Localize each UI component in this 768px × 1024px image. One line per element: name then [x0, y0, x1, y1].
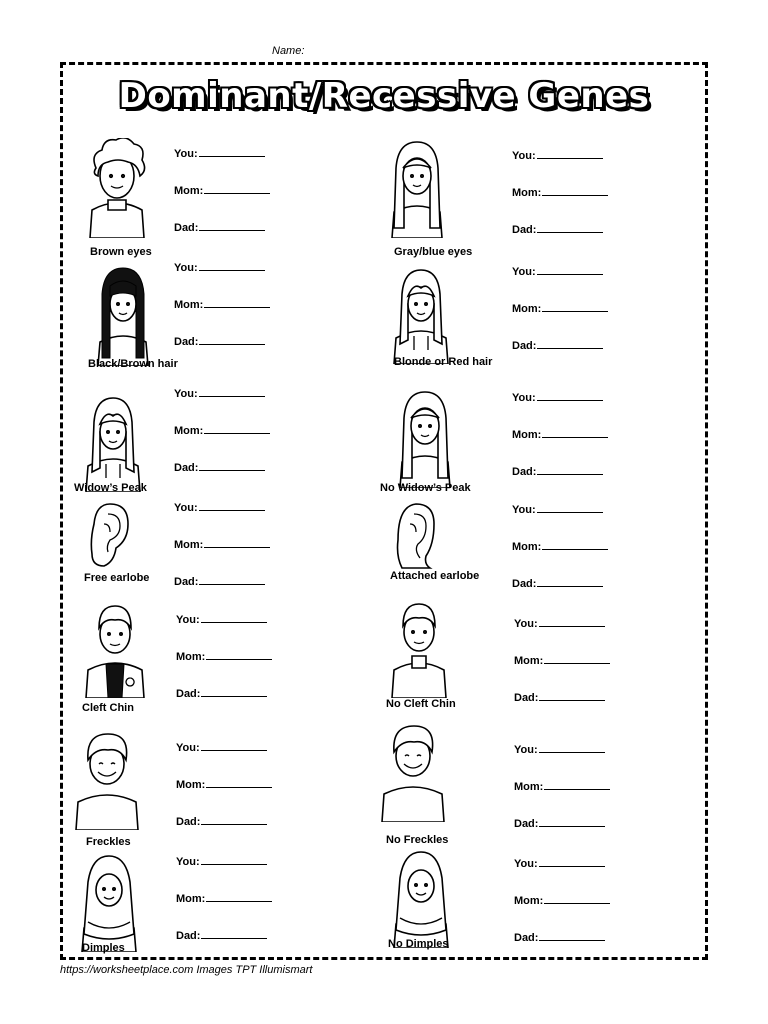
mom-answer-line[interactable] — [206, 891, 272, 902]
mom-field[interactable] — [176, 777, 272, 791]
you-answer-line[interactable] — [539, 616, 605, 627]
mom-label: Mom: — [176, 893, 206, 905]
you-label: You: — [174, 388, 198, 400]
you-label: You: — [512, 392, 536, 404]
you-answer-line[interactable] — [539, 856, 605, 867]
you-answer-line[interactable] — [537, 502, 603, 513]
dad-label: Dad: — [514, 932, 539, 944]
mom-answer-line[interactable] — [542, 539, 608, 550]
mom-answer-line[interactable] — [204, 537, 270, 548]
mom-field[interactable] — [174, 297, 270, 311]
name-label: Name: — [272, 45, 305, 57]
page-title: Dominant/Recessive Genes — [118, 76, 650, 116]
dad-field[interactable] — [512, 576, 603, 590]
mom-answer-line[interactable] — [204, 297, 270, 308]
you-label: You: — [514, 744, 538, 756]
you-label: You: — [176, 742, 200, 754]
dad-label: Dad: — [514, 692, 539, 704]
mom-field[interactable] — [514, 653, 610, 667]
footer-credit: https://worksheetplace.com Images TPT Illumismart — [60, 964, 313, 976]
dad-field[interactable] — [174, 574, 265, 588]
mom-answer-line[interactable] — [544, 779, 610, 790]
mom-field[interactable] — [512, 539, 608, 553]
long-hair-girl-icon — [384, 138, 450, 243]
trait-label: Brown eyes — [90, 246, 152, 258]
dad-answer-line[interactable] — [199, 334, 265, 345]
trait-brown-eyes — [84, 138, 384, 258]
mom-label: Mom: — [174, 299, 204, 311]
jacket-boy-icon — [82, 598, 148, 703]
dad-answer-line[interactable] — [537, 338, 603, 349]
mom-field[interactable] — [174, 183, 270, 197]
trait-no-widow-s-peak — [380, 388, 692, 508]
mom-label: Mom: — [174, 425, 204, 437]
mom-answer-line[interactable] — [544, 653, 610, 664]
trait-no-freckles — [378, 722, 678, 846]
dad-answer-line[interactable] — [201, 928, 267, 939]
dad-label: Dad: — [176, 688, 201, 700]
dad-field[interactable] — [514, 930, 605, 944]
mom-label: Mom: — [514, 895, 544, 907]
mom-label: Mom: — [512, 187, 542, 199]
smiling-boy-icon — [378, 722, 448, 827]
dad-label: Dad: — [512, 224, 537, 236]
trait-label: Black/Brown hair — [88, 358, 178, 370]
you-field[interactable] — [512, 502, 603, 516]
dad-label: Dad: — [512, 578, 537, 590]
dad-answer-line[interactable] — [201, 686, 267, 697]
trait-label: Widow’s Peak — [74, 482, 147, 494]
you-label: You: — [174, 148, 198, 160]
trait-label: Gray/blue eyes — [394, 246, 473, 258]
you-answer-line[interactable] — [201, 740, 267, 751]
trait-label: Attached earlobe — [390, 570, 480, 582]
mom-answer-line[interactable] — [204, 423, 270, 434]
mom-label: Mom: — [176, 651, 206, 663]
mom-field[interactable] — [174, 423, 270, 437]
mom-answer-line[interactable] — [204, 183, 270, 194]
trait-cleft-chin — [82, 598, 382, 718]
dad-label: Dad: — [174, 462, 199, 474]
mom-field[interactable] — [512, 301, 608, 315]
dad-answer-line[interactable] — [199, 220, 265, 231]
trait-label: No Freckles — [386, 834, 449, 846]
dad-answer-line[interactable] — [539, 690, 605, 701]
dad-answer-line[interactable] — [199, 574, 265, 585]
you-field[interactable] — [512, 390, 603, 404]
you-field[interactable] — [176, 854, 267, 868]
you-answer-line[interactable] — [199, 500, 265, 511]
mom-label: Mom: — [176, 779, 206, 791]
trait-widow-s-peak — [74, 388, 380, 512]
you-answer-line[interactable] — [537, 390, 603, 401]
mom-label: Mom: — [514, 655, 544, 667]
mom-field[interactable] — [514, 779, 610, 793]
you-answer-line[interactable] — [539, 742, 605, 753]
you-label: You: — [514, 858, 538, 870]
dad-field[interactable] — [176, 814, 267, 828]
hoodie-girl-icon — [388, 264, 454, 369]
you-field[interactable] — [174, 260, 265, 274]
dad-label: Dad: — [176, 930, 201, 942]
mom-field[interactable] — [176, 649, 272, 663]
you-field[interactable] — [174, 500, 265, 514]
dad-field[interactable] — [174, 460, 265, 474]
you-answer-line[interactable] — [537, 148, 603, 159]
trait-black-brown-hair — [88, 262, 390, 386]
you-field[interactable] — [514, 856, 605, 870]
you-label: You: — [512, 504, 536, 516]
mom-answer-line[interactable] — [206, 777, 272, 788]
free-earlobe-icon — [84, 500, 134, 575]
dad-answer-line[interactable] — [539, 930, 605, 941]
dad-label: Dad: — [176, 816, 201, 828]
you-answer-line[interactable] — [199, 260, 265, 271]
dad-answer-line[interactable] — [199, 460, 265, 471]
mom-answer-line[interactable] — [206, 649, 272, 660]
mom-label: Mom: — [512, 541, 542, 553]
long-hair-girl-icon — [392, 388, 458, 493]
you-field[interactable] — [174, 386, 265, 400]
trait-dimples — [76, 852, 376, 972]
attached-earlobe-icon — [390, 500, 440, 575]
trait-label: Dimples — [82, 942, 125, 954]
dad-field[interactable] — [176, 686, 267, 700]
trait-no-dimples — [388, 848, 688, 968]
mom-answer-line[interactable] — [542, 301, 608, 312]
dad-field[interactable] — [514, 690, 605, 704]
mom-field[interactable] — [512, 427, 608, 441]
trait-label: Cleft Chin — [82, 702, 134, 714]
trait-blonde-or-red-hair — [388, 264, 688, 384]
you-field[interactable] — [176, 740, 267, 754]
trait-label: Freckles — [86, 836, 131, 848]
you-field[interactable] — [512, 264, 603, 278]
dad-label: Dad: — [512, 340, 537, 352]
you-label: You: — [514, 618, 538, 630]
dad-answer-line[interactable] — [537, 576, 603, 587]
dad-field[interactable] — [512, 338, 603, 352]
mom-answer-line[interactable] — [542, 185, 608, 196]
mom-label: Mom: — [514, 781, 544, 793]
mom-field[interactable] — [174, 537, 270, 551]
dad-answer-line[interactable] — [537, 464, 603, 475]
smiling-boy-icon — [72, 730, 142, 835]
trait-gray-blue-eyes — [384, 138, 684, 258]
trait-label: Blonde or Red hair — [394, 356, 493, 368]
mom-label: Mom: — [174, 185, 204, 197]
mom-label: Mom: — [512, 303, 542, 315]
trait-no-cleft-chin — [386, 598, 686, 718]
trait-label: No Cleft Chin — [386, 698, 456, 710]
you-answer-line[interactable] — [537, 264, 603, 275]
mom-field[interactable] — [514, 893, 610, 907]
trait-label: No Dimples — [388, 938, 449, 950]
mom-field[interactable] — [176, 891, 272, 905]
dad-field[interactable] — [176, 928, 267, 942]
dad-field[interactable] — [512, 222, 603, 236]
curly-hair-kid-icon — [84, 138, 150, 243]
you-answer-line[interactable] — [201, 854, 267, 865]
mom-label: Mom: — [512, 429, 542, 441]
you-answer-line[interactable] — [199, 146, 265, 157]
you-label: You: — [512, 150, 536, 162]
dad-label: Dad: — [512, 466, 537, 478]
dark-hair-girl-icon — [90, 266, 156, 371]
you-field[interactable] — [514, 742, 605, 756]
trait-label: Free earlobe — [84, 572, 150, 584]
trait-label: No Widow’s Peak — [380, 482, 471, 494]
dad-answer-line[interactable] — [201, 814, 267, 825]
dad-label: Dad: — [514, 818, 539, 830]
mom-answer-line[interactable] — [544, 893, 610, 904]
you-answer-line[interactable] — [199, 386, 265, 397]
you-field[interactable] — [514, 616, 605, 630]
dad-field[interactable] — [174, 220, 265, 234]
you-label: You: — [176, 856, 200, 868]
dad-label: Dad: — [174, 576, 199, 588]
you-field[interactable] — [174, 146, 265, 160]
dad-field[interactable] — [512, 464, 603, 478]
you-answer-line[interactable] — [201, 612, 267, 623]
mom-label: Mom: — [174, 539, 204, 551]
dad-label: Dad: — [174, 222, 199, 234]
you-label: You: — [174, 502, 198, 514]
dad-answer-line[interactable] — [539, 816, 605, 827]
you-label: You: — [512, 266, 536, 278]
you-field[interactable] — [176, 612, 267, 626]
dad-answer-line[interactable] — [537, 222, 603, 233]
trait-freckles — [72, 730, 372, 850]
you-field[interactable] — [512, 148, 603, 162]
you-label: You: — [174, 262, 198, 274]
mom-field[interactable] — [512, 185, 608, 199]
dad-field[interactable] — [174, 334, 265, 348]
mom-answer-line[interactable] — [542, 427, 608, 438]
boy-icon — [386, 598, 452, 703]
dad-field[interactable] — [514, 816, 605, 830]
you-label: You: — [176, 614, 200, 626]
dad-label: Dad: — [174, 336, 199, 348]
